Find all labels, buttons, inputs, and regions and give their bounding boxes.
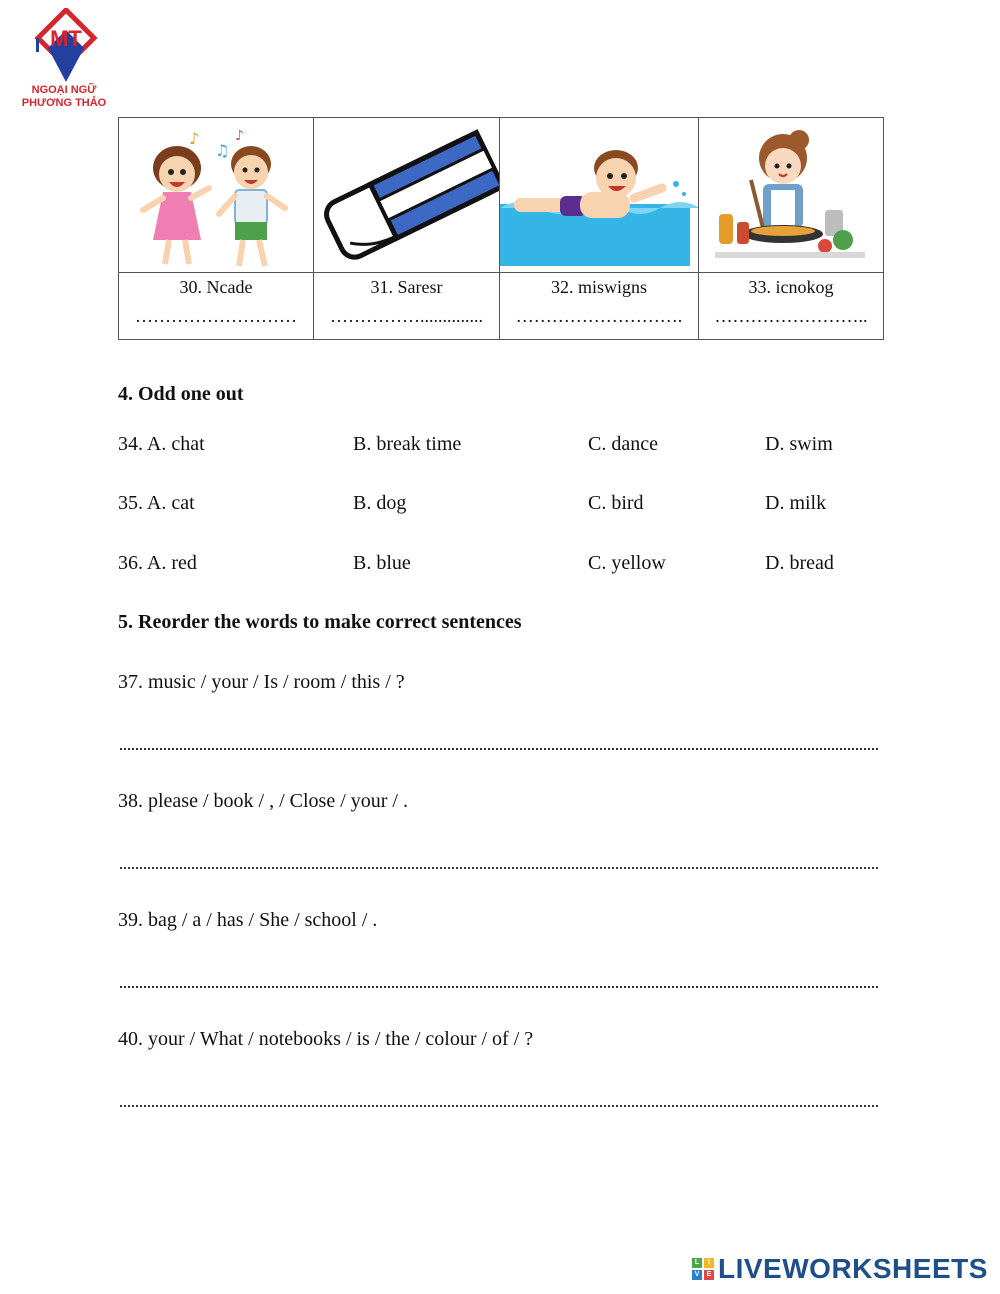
- picture-cell: [699, 118, 884, 273]
- option-d[interactable]: D. bread: [765, 552, 834, 574]
- picture-cell: [500, 118, 699, 273]
- scrambled-word: 30. Ncade: [179, 277, 253, 297]
- reorder-question: 38. please / book / , / Close / your / .: [118, 790, 408, 812]
- reorder-question: 40. your / What / notebooks / is / the / colour / of / ?: [118, 1028, 534, 1050]
- option-b[interactable]: B. blue: [353, 552, 411, 574]
- section-4-title: 4. Odd one out: [118, 383, 244, 405]
- answer-line[interactable]: [120, 1091, 878, 1107]
- cooking-girl-icon: [699, 118, 883, 272]
- option-c[interactable]: C. yellow: [588, 552, 666, 574]
- word-cell: [699, 273, 884, 340]
- answer-line[interactable]: [120, 972, 878, 988]
- section-5-title: 5. Reorder the words to make correct sentences: [118, 611, 522, 633]
- option-d[interactable]: D. swim: [765, 433, 833, 455]
- option-a[interactable]: 35. A. cat: [118, 492, 195, 514]
- question-row: [118, 552, 918, 578]
- logo: [16, 8, 116, 110]
- svg-text:♪: ♪: [189, 129, 200, 148]
- logo-line-1: NGOẠI NGỮ: [31, 84, 97, 96]
- picture-cell: [119, 118, 314, 273]
- eraser-icon: [314, 118, 499, 272]
- option-a[interactable]: 36. A. red: [118, 552, 197, 574]
- question-row: [118, 492, 918, 518]
- liveworksheets-brand: [692, 1253, 988, 1285]
- logo-emblem-icon: [34, 8, 98, 84]
- answer-line[interactable]: [120, 853, 878, 869]
- picture-cell: [314, 118, 500, 273]
- word-cell: [119, 273, 314, 340]
- svg-text:♪: ♪: [235, 128, 244, 144]
- answer-blank[interactable]: ……………………..: [714, 306, 868, 326]
- scrambled-word: 31. Saresr: [370, 277, 443, 297]
- question-row: [118, 433, 918, 459]
- liveworksheets-logo-icon: L I V E: [692, 1258, 714, 1280]
- reorder-question: 37. music / your / Is / room / this / ?: [118, 671, 405, 693]
- picture-table: [118, 117, 884, 340]
- svg-text:♫: ♫: [215, 141, 230, 160]
- scrambled-word: 32. miswigns: [550, 277, 647, 297]
- option-b[interactable]: B. break time: [353, 433, 462, 455]
- option-a[interactable]: 34. A. chat: [118, 433, 205, 455]
- answer-line[interactable]: [120, 734, 878, 750]
- option-b[interactable]: B. dog: [353, 492, 407, 514]
- answer-blank[interactable]: ……………………….: [515, 306, 683, 326]
- word-cell: [500, 273, 699, 340]
- scrambled-word: 33. icnokog: [748, 277, 834, 297]
- brand-name: LIVEWORKSHEETS: [718, 1253, 988, 1284]
- logo-line-2: PHƯƠNG THẢO: [21, 97, 107, 109]
- option-c[interactable]: C. dance: [588, 433, 658, 455]
- option-c[interactable]: C. bird: [588, 492, 644, 514]
- swimming-boy-icon: [500, 118, 698, 272]
- answer-blank[interactable]: ………………………: [135, 306, 297, 326]
- answer-blank[interactable]: ……………..............: [330, 306, 483, 326]
- word-cell: [314, 273, 500, 340]
- reorder-question: 39. bag / a / has / She / school / .: [118, 909, 378, 931]
- dancing-kids-icon: [119, 118, 313, 272]
- option-d[interactable]: D. milk: [765, 492, 827, 514]
- svg-text:MT: MT: [50, 26, 82, 51]
